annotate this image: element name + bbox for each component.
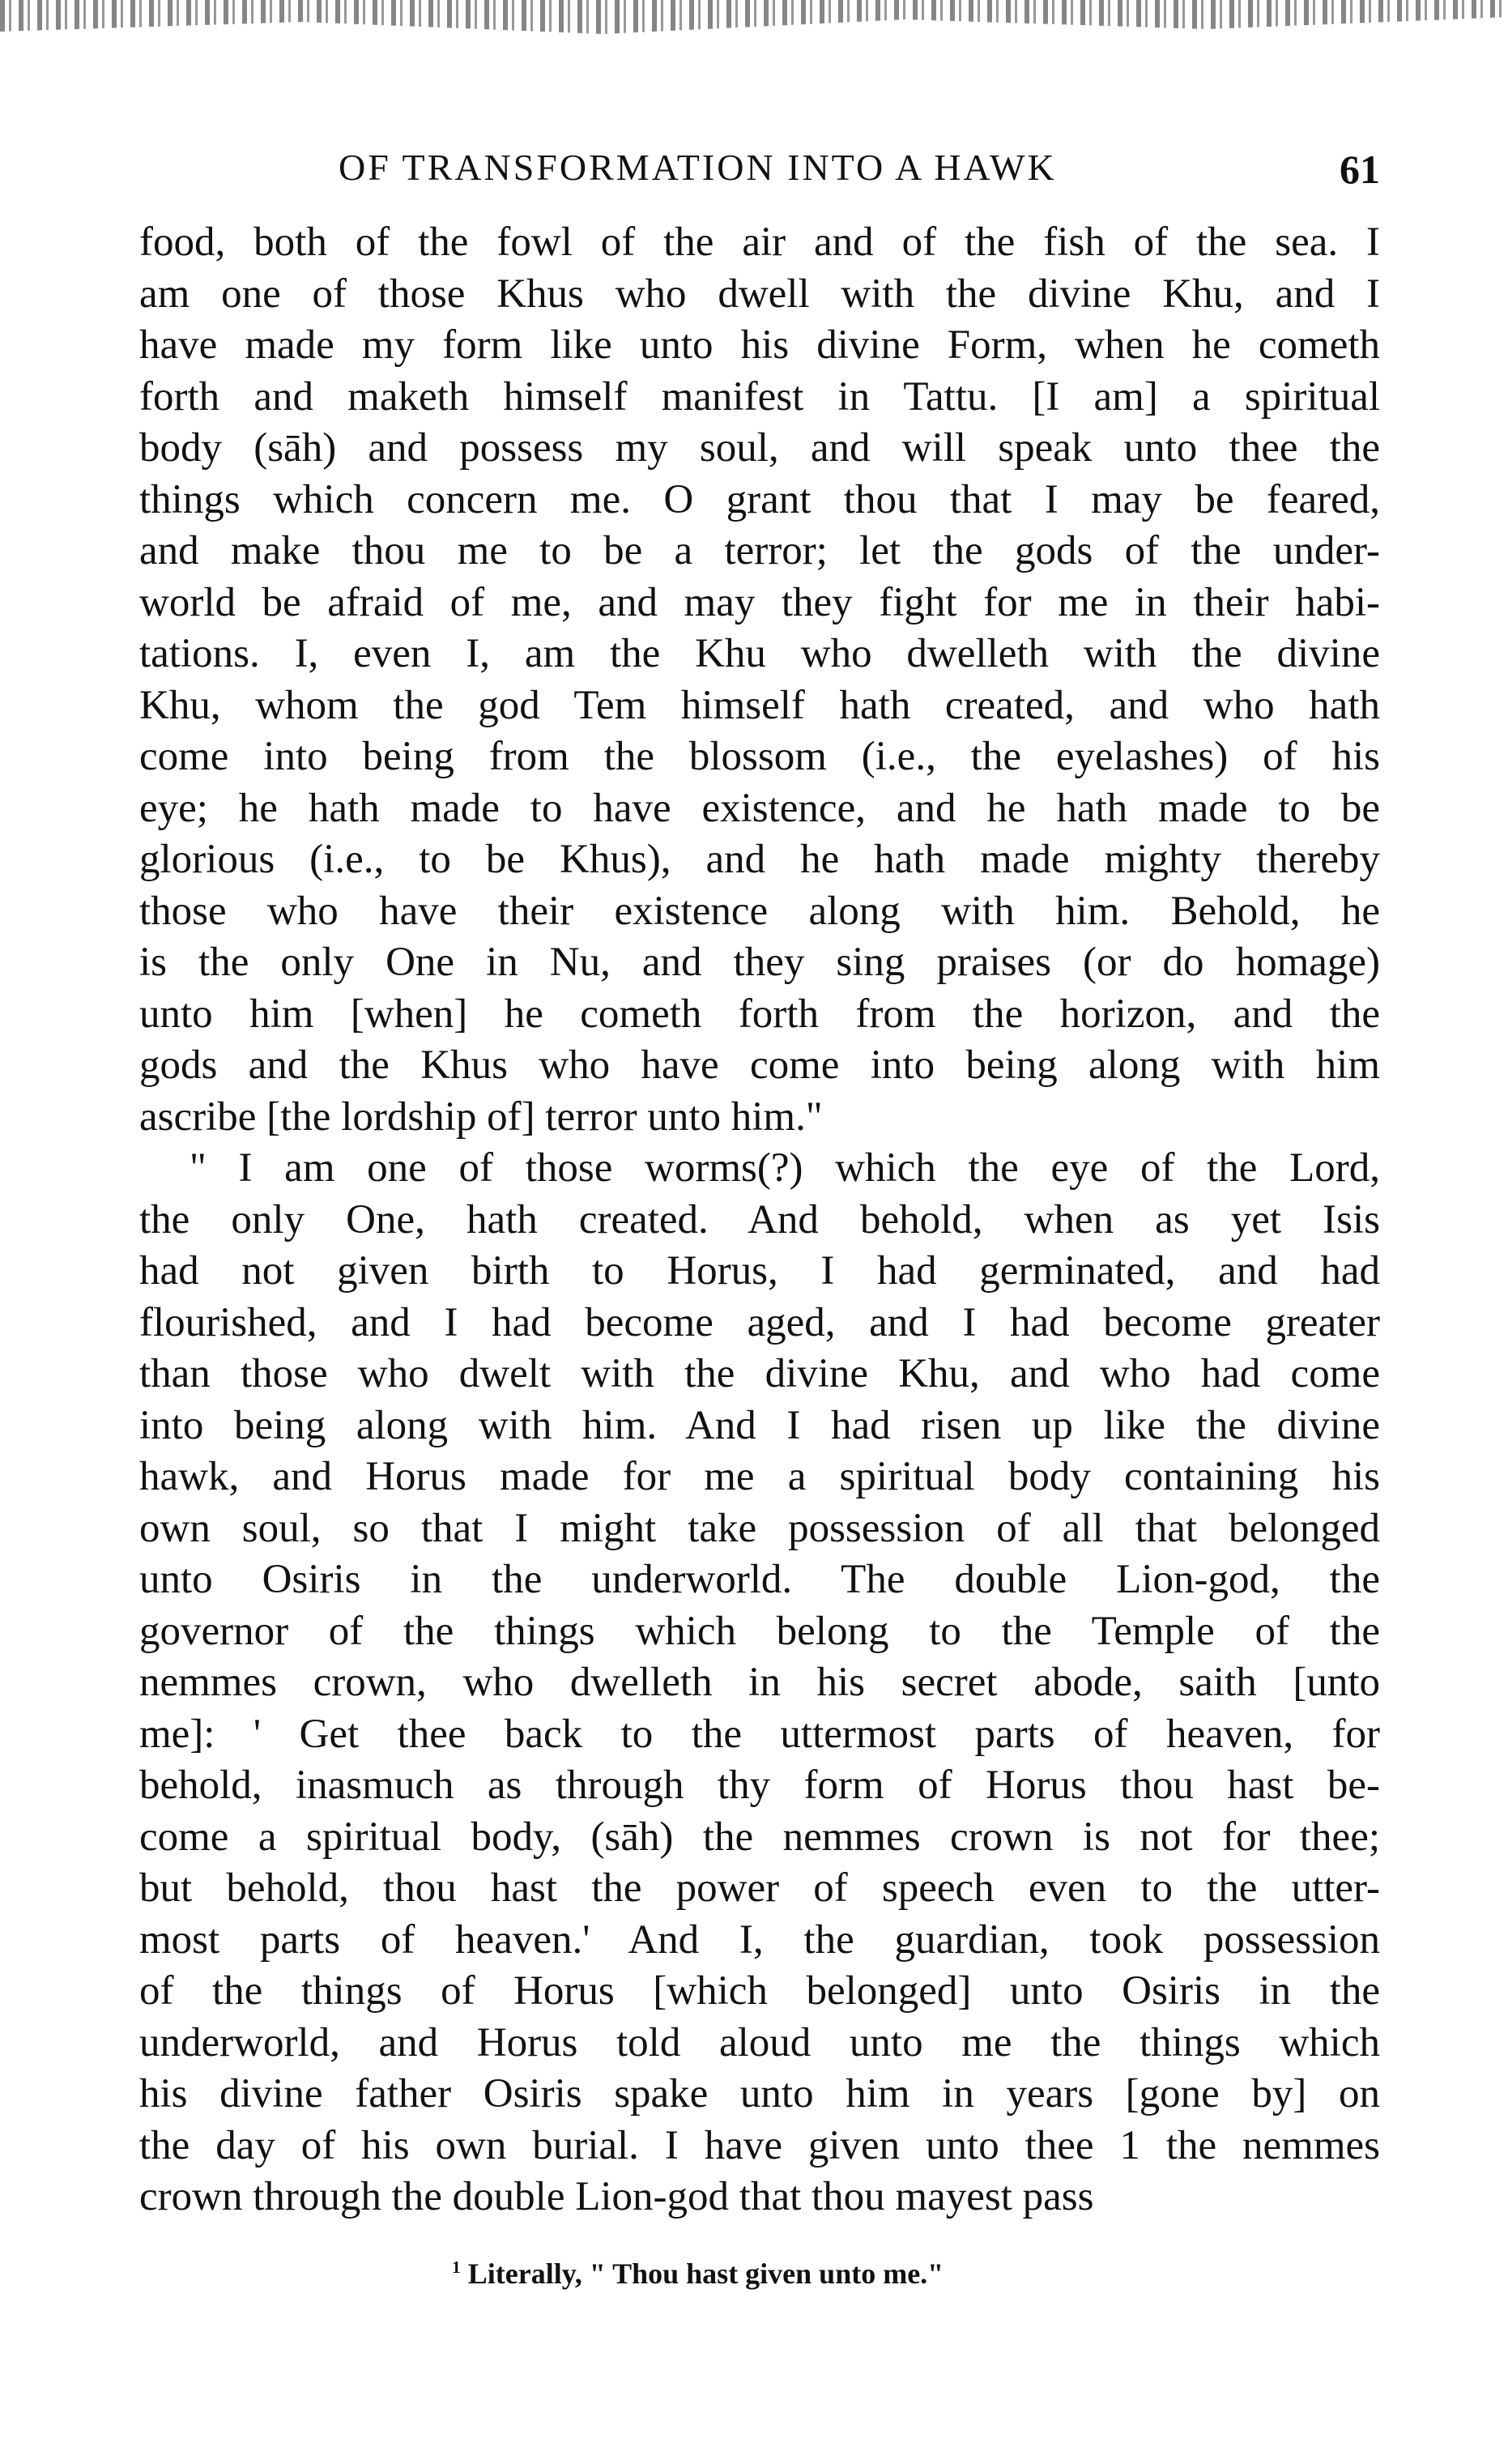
text-line: own soul, so that I might take possession of all that belonged [139, 1505, 1380, 1551]
text-line: me]: ' Get thee back to the uttermost parts of heaven, for [139, 1711, 1380, 1757]
footnote-text: Literally, " Thou hast given unto me." [467, 2257, 944, 2290]
text-line: is the only One in Nu, and they sing praises (or do homage) [139, 940, 1380, 985]
page-number: 61 [1340, 147, 1380, 192]
text-line: Khu, whom the god Tem himself hath created, and who hath [139, 682, 1380, 728]
paragraph-1 [139, 217, 1380, 1143]
text-line: gods and the Khus who have come into being along with him [139, 1042, 1380, 1088]
text-line: the only One, hath created. And behold, when as yet Isis [139, 1196, 1380, 1243]
text-line: nemmes crown, who dwelleth in his secret abode, saith [unto [139, 1660, 1380, 1705]
running-title: OF TRANSFORMATION INTO A HAWK [339, 147, 1057, 188]
footnote-marker: 1 [452, 2257, 461, 2277]
text-line: underworld, and Horus told aloud unto me the things which [139, 2019, 1380, 2065]
text-line: the day of his own burial. I have given unto thee 1 the nemmes [139, 2122, 1380, 2168]
text-line: have made my form like unto his divine Form, when he cometh [139, 322, 1380, 368]
text-line: come a spiritual body, (sāh) the nemmes crown is not for thee; [139, 1814, 1380, 1860]
text-line: but behold, thou hast the power of speech even to the utter- [139, 1865, 1380, 1911]
text-line: flourished, and I had become aged, and I had become greater [139, 1299, 1380, 1345]
text-line: ascribe [the lordship of] terror unto him." [139, 1093, 823, 1140]
text-line: crown through the double Lion-god that thou mayest pass [139, 2174, 1094, 2219]
text-line: his divine father Osiris spake unto him in years [gone by] on [139, 2071, 1380, 2117]
text-line: food, both of the fowl of the air and of the fish of the sea. I [139, 220, 1380, 265]
text-line: forth and maketh himself manifest in Tattu. [I am] a spiritual [139, 373, 1380, 420]
text-line: " I am one of those worms(?) which the eye of the Lord, [190, 1145, 1380, 1191]
text-line: than those who dwelt with the divine Khu, and who had come [139, 1351, 1380, 1396]
text-line: am one of those Khus who dwell with the divine Khu, and I [139, 271, 1380, 317]
text-line: unto Osiris in the underworld. The double Lion-god, the [139, 1557, 1380, 1602]
page-body [139, 217, 1380, 2223]
text-line: of the things of Horus [which belonged] unto Osiris in the [139, 1968, 1380, 2014]
text-line: come into being from the blossom (i.e., the eyelashes) of his [139, 734, 1380, 779]
text-line: into being along with him. And I had risen up like the divine [139, 1402, 1380, 1448]
text-line: tations. I, even I, am the Khu who dwelleth with the divine [139, 631, 1380, 676]
text-line: body (sāh) and possess my soul, and will speak unto thee the [139, 425, 1380, 471]
text-line: things which concern me. O grant thou that I may be feared, [139, 476, 1380, 522]
text-line: most parts of heaven.' And I, the guardian, took possession [139, 1916, 1380, 1963]
text-line: those who have their existence along with him. Behold, he [139, 888, 1380, 934]
text-line: had not given birth to Horus, I had germinated, and had [139, 1248, 1380, 1294]
text-line: world be afraid of me, and may they fight for me in their habi- [139, 579, 1380, 625]
text-line: unto him [when] he cometh forth from the horizon, and the [139, 991, 1380, 1037]
text-line: and make thou me to be a terror; let the gods of the under- [139, 528, 1380, 573]
footnote [452, 2257, 944, 2291]
text-line: behold, inasmuch as through thy form of Horus thou hast be- [139, 1763, 1380, 1808]
text-line: eye; he hath made to have existence, and he hath made to be [139, 785, 1380, 831]
scan-edge-artifact [0, 0, 1508, 49]
paragraph-2 [139, 1143, 1380, 2223]
text-line: governor of the things which belong to the Temple of the [139, 1608, 1380, 1654]
text-line: hawk, and Horus made for me a spiritual body containing his [139, 1454, 1380, 1499]
text-line: glorious (i.e., to be Khus), and he hath made mighty thereby [139, 837, 1380, 882]
